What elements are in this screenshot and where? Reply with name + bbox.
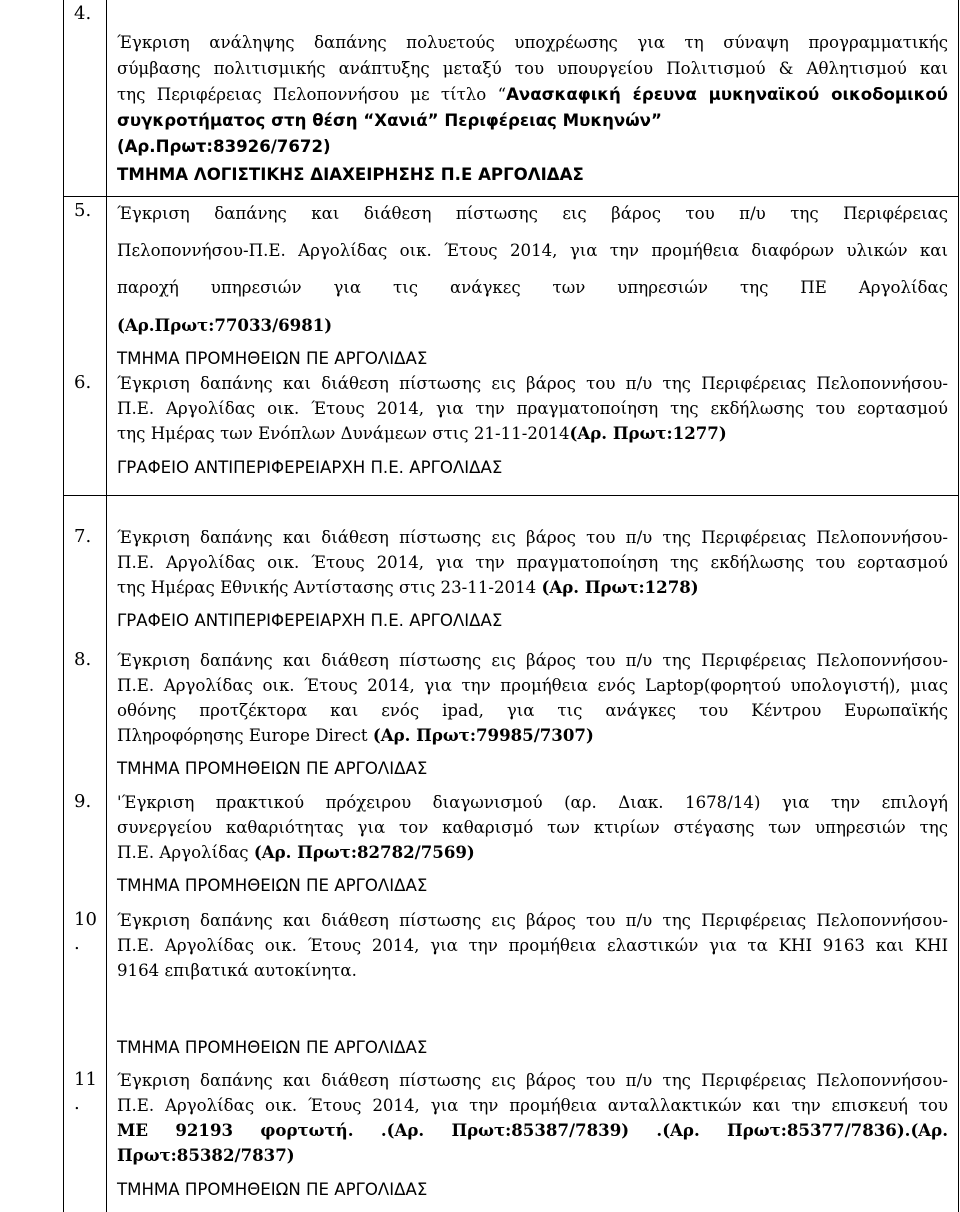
protocol-number: (Αρ. Πρωτ:79985/7307) xyxy=(372,725,594,745)
department-label: ΤΜΗΜΑ ΠΡΟΜΗΘΕΙΩΝ ΠΕ ΑΡΓΟΛΙΔΑΣ xyxy=(117,1038,428,1057)
row-border xyxy=(63,495,959,496)
item-number: 9. xyxy=(74,791,92,812)
item-text-line: Έγκριση δαπάνης και διάθεση πίστωσης εις βάρος του π/υ της Περιφέρειας Πελοποννήσου- xyxy=(117,528,948,547)
department-label: ΤΜΗΜΑ ΠΡΟΜΗΘΕΙΩΝ ΠΕ ΑΡΓΟΛΙΔΑΣ xyxy=(117,1180,428,1199)
protocol-number: (Αρ. Πρωτ:1277) xyxy=(569,423,727,443)
item-text-line: Έγκριση δαπάνης και διάθεση πίστωσης εις βάρος του π/υ της Περιφέρειας Πελοποννήσου- xyxy=(117,651,948,670)
protocol-number: (Αρ. Πρωτ:82782/7569) xyxy=(253,842,475,862)
item-text-line: 'Έγκριση πρακτικού πρόχειρου διαγωνισμού (αρ. Διακ. 1678/14) για την επιλογή xyxy=(117,793,948,812)
item-title: συγκροτήματος στη θέση “Χανιά” Περιφέρειας Μυκηνών” xyxy=(117,111,662,130)
item-text-line: Π.Ε. Αργολίδας οικ. Έτους 2014, για την προμήθεια ενός Laptop(φορητού υπολογιστή), μιας xyxy=(117,676,948,695)
item-text: Π.Ε. Αργολίδας xyxy=(117,843,254,862)
agenda-item xyxy=(117,648,948,781)
item-text-line: 9164 επιβατικά αυτοκίνητα. xyxy=(117,961,357,980)
item-text-line: συνεργείου καθαριότητας για τον καθαρισμό των κτιρίων στέγασης των υπηρεσιών της xyxy=(117,818,948,837)
department-label: ΤΜΗΜΑ ΛΟΓΙΣΤΙΚΗΣ ΔΙΑΧΕΙΡΗΣΗΣ Π.Ε ΑΡΓΟΛΙΔΑΣ xyxy=(117,165,584,184)
agenda-item xyxy=(117,790,948,898)
item-number: 11 xyxy=(74,1069,97,1090)
item-text-line: Π.Ε. Αργολίδας οικ. Έτους 2014, για την προμήθεια ανταλλακτικών και την επισκευή του xyxy=(117,1096,948,1115)
item-text: Πληροφόρησης Europe Direct xyxy=(117,726,373,745)
department-label: ΓΡΑΦΕΙΟ ΑΝΤΙΠΕΡΙΦΕΡΕΙΑΡΧΗ Π.Ε. ΑΡΓΟΛΙΔΑΣ xyxy=(117,611,503,630)
item-text-line: Έγκριση δαπάνης και διάθεση πίστωσης εις βάρος του π/υ της Περιφέρειας xyxy=(117,204,948,223)
item-number: 7. xyxy=(74,526,92,547)
item-number: 4. xyxy=(74,3,92,24)
item-number: 10 xyxy=(74,909,97,930)
item-text-line: Π.Ε. Αργολίδας οικ. Έτους 2014, για την πραγματοποίηση της εκδήλωσης του εορτασμού xyxy=(117,399,948,418)
item-text-line xyxy=(117,575,948,600)
item-title: Ανασκαφική έρευνα μυκηναϊκού οικοδομικού xyxy=(506,85,948,104)
item-text-line: ΜΕ 92193 φορτωτή. .(Αρ. Πρωτ:85387/7839) .(Αρ. Πρωτ:85377/7836).(Αρ. xyxy=(117,1120,948,1140)
item-text-line: οθόνης προτζέκτορα και ενός ipad, για τις ανάγκες του Κέντρου Ευρωπαϊκής xyxy=(117,701,948,720)
item-text-line xyxy=(117,421,948,446)
item-text: της Ημέρας των Ενόπλων Δυνάμεων στις 21-11-2014 xyxy=(117,424,570,443)
department-label: ΤΜΗΜΑ ΠΡΟΜΗΘΕΙΩΝ ΠΕ ΑΡΓΟΛΙΔΑΣ xyxy=(117,349,428,368)
item-text: της Περιφέρειας Πελοποννήσου με τίτλο “ xyxy=(117,85,507,104)
item-number: 8. xyxy=(74,649,92,670)
item-text-line xyxy=(117,82,948,108)
table-left-border xyxy=(63,0,64,1212)
item-text-line: Π.Ε. Αργολίδας οικ. Έτους 2014, για την προμήθεια ελαστικών για τα ΚΗΙ 9163 και ΚΗΙ xyxy=(117,936,948,955)
protocol-number: (Αρ.Πρωτ:77033/6981) xyxy=(117,315,333,335)
item-text-line: Έγκριση δαπάνης και διάθεση πίστωσης εις βάρος του π/υ της Περιφέρειας Πελοποννήσου- xyxy=(117,911,948,930)
item-text-line: παροχή υπηρεσιών για τις ανάγκες των υπηρεσιών της ΠΕ Αργολίδας xyxy=(117,278,948,297)
item-text-line: Έγκριση δαπάνης και διάθεση πίστωσης εις βάρος του π/υ της Περιφέρειας Πελοποννήσου- xyxy=(117,1071,948,1090)
item-text-line xyxy=(117,108,948,134)
department-label: ΓΡΑΦΕΙΟ ΑΝΤΙΠΕΡΙΦΕΡΕΙΑΡΧΗ Π.Ε. ΑΡΓΟΛΙΔΑΣ xyxy=(117,458,503,477)
item-number: 5. xyxy=(74,200,92,221)
department-label: ΤΜΗΜΑ ΠΡΟΜΗΘΕΙΩΝ ΠΕ ΑΡΓΟΛΙΔΑΣ xyxy=(117,876,428,895)
agenda-item xyxy=(117,908,948,1060)
agenda-item xyxy=(117,30,948,188)
item-text-line: Π.Ε. Αργολίδας οικ. Έτους 2014, για την πραγματοποίηση της εκδήλωσης του εορτασμού xyxy=(117,553,948,572)
protocol-number: (Αρ. Πρωτ:1278) xyxy=(541,577,699,597)
item-number-dot: . xyxy=(74,933,80,954)
protocol-number: (Αρ.Πρωτ:83926/7672) xyxy=(117,137,331,156)
item-text-line: Έγκριση δαπάνης και διάθεση πίστωσης εις βάρος του π/υ της Περιφέρειας Πελοποννήσου- xyxy=(117,374,948,393)
item-text-line: σύμβασης πολιτισμικής ανάπτυξης μεταξύ του υπουργείου Πολιτισμού & Αθλητισμού και xyxy=(117,59,948,78)
table-divider xyxy=(106,0,107,1212)
protocol-number: Πρωτ:85382/7837) xyxy=(117,1145,295,1165)
agenda-item xyxy=(117,371,948,480)
department-label: ΤΜΗΜΑ ΠΡΟΜΗΘΕΙΩΝ ΠΕ ΑΡΓΟΛΙΔΑΣ xyxy=(117,759,428,778)
agenda-item xyxy=(117,197,948,376)
item-text-line xyxy=(117,840,948,865)
item-text-line: Πελοποννήσου-Π.Ε. Αργολίδας οικ. Έτους 2014, για την προμήθεια διαφόρων υλικών και xyxy=(117,241,948,260)
agenda-item xyxy=(117,1068,948,1202)
item-text: της Ημέρας Εθνικής Αντίστασης στις 23-11-2014 xyxy=(117,578,542,597)
item-number-dot: . xyxy=(74,1093,80,1114)
agenda-item xyxy=(117,525,948,633)
item-number: 6. xyxy=(74,372,92,393)
table-right-border xyxy=(958,0,959,1212)
item-text-line: Έγκριση ανάληψης δαπάνης πολυετούς υποχρέωσης για τη σύναψη προγραμματικής xyxy=(117,33,948,52)
item-text-line xyxy=(117,723,948,748)
